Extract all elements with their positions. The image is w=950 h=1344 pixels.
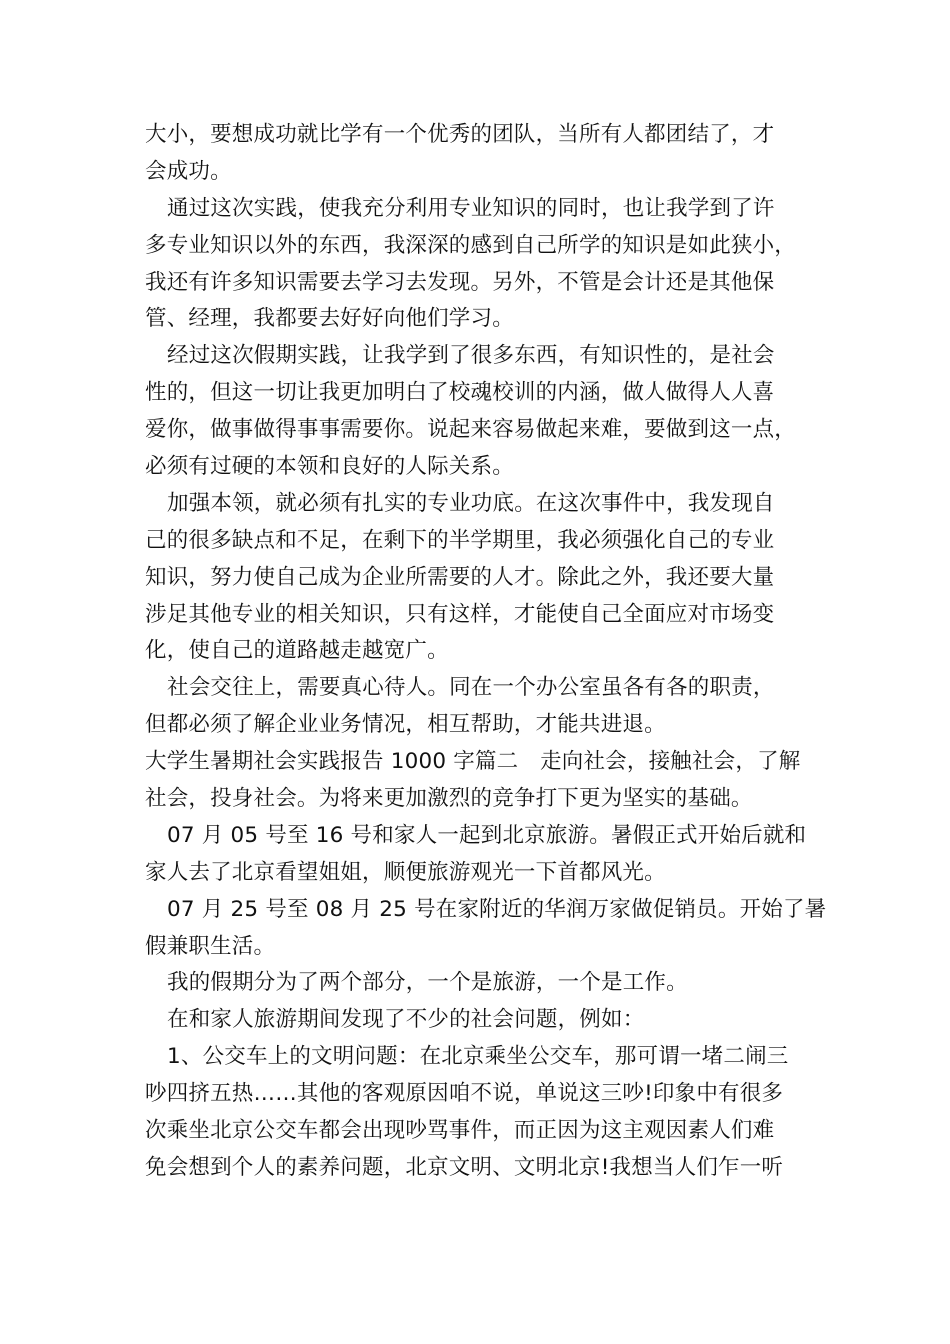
text-line: 社会，投身社会。为将来更加激烈的竞争打下更为坚实的基础。 xyxy=(145,786,753,812)
text-line: 必须有过硬的本领和良好的人际关系。 xyxy=(145,454,514,480)
text-line: 涉足其他专业的相关知识，只有这样，才能使自己全面应对市场变 xyxy=(145,601,775,627)
text-line: 大小，要想成功就比学有一个优秀的团队，当所有人都团结了，才 xyxy=(145,122,775,147)
text-line: 我的假期分为了两个部分，一个是旅游，一个是工作。 xyxy=(167,970,688,996)
text-line: 大学生暑期社会实践报告 1000 字篇二 走向社会，接触社会，了解 xyxy=(145,749,801,775)
text-line: 但都必须了解企业业务情况，相互帮助，才能共进退。 xyxy=(145,712,666,738)
text-line: 我还有许多知识需要去学习去发现。另外，不管是会计还是其他保 xyxy=(145,269,775,295)
text-line: 己的很多缺点和不足，在剩下的半学期里，我必须强化自己的专业 xyxy=(145,527,775,553)
text-line: 吵四挤五热……其他的客观原因咱不说，单说这三吵!印象中有很多 xyxy=(145,1081,784,1107)
text-line: 社会交往上，需要真心待人。同在一个办公室虽各有各的职责， xyxy=(167,675,775,701)
text-line: 1、公交车上的文明问题：在北京乘坐公交车，那可谓一堵二闹三 xyxy=(167,1044,789,1070)
text-line: 在和家人旅游期间发现了不少的社会问题，例如： xyxy=(167,1007,645,1033)
text-line: 管、经理，我都要去好好向他们学习。 xyxy=(145,306,514,332)
text-line: 加强本领，就必须有扎实的专业功底。在这次事件中，我发现自 xyxy=(167,490,775,516)
text-line: 爱你，做事做得事事需要你。说起来容易做起来难，要做到这一点， xyxy=(145,417,797,443)
text-line: 假兼职生活。 xyxy=(145,933,276,959)
text-line: 通过这次实践，使我充分利用专业知识的同时，也让我学到了许 xyxy=(167,195,775,221)
text-line: 多专业知识以外的东西，我深深的感到自己所学的知识是如此狭小， xyxy=(145,232,797,258)
text-line: 家人去了北京看望姐姐，顺便旅游观光一下首都风光。 xyxy=(145,859,666,885)
text-line: 性的，但这一切让我更加明白了校魂校训的内涵，做人做得人人喜 xyxy=(145,380,775,406)
text-line: 会成功。 xyxy=(145,158,232,184)
document-page xyxy=(145,117,825,1187)
text-line: 经过这次假期实践，让我学到了很多东西，有知识性的，是社会 xyxy=(167,343,775,369)
text-line: 07 月 05 号至 16 号和家人一起到北京旅游。暑假正式开始后就和 xyxy=(167,822,807,848)
text-line: 化，使自己的道路越走越宽广。 xyxy=(145,638,449,664)
text-line: 次乘坐北京公交车都会出现吵骂事件，而正因为这主观因素人们难 xyxy=(145,1118,775,1144)
text-line: 免会想到个人的素养问题，北京文明、文明北京!我想当人们乍一听 xyxy=(145,1154,784,1180)
text-line: 知识，努力使自己成为企业所需要的人才。除此之外，我还要大量 xyxy=(145,564,775,590)
text-line: 07 月 25 号至 08 月 25 号在家附近的华润万家做促销员。开始了暑 xyxy=(167,896,827,922)
